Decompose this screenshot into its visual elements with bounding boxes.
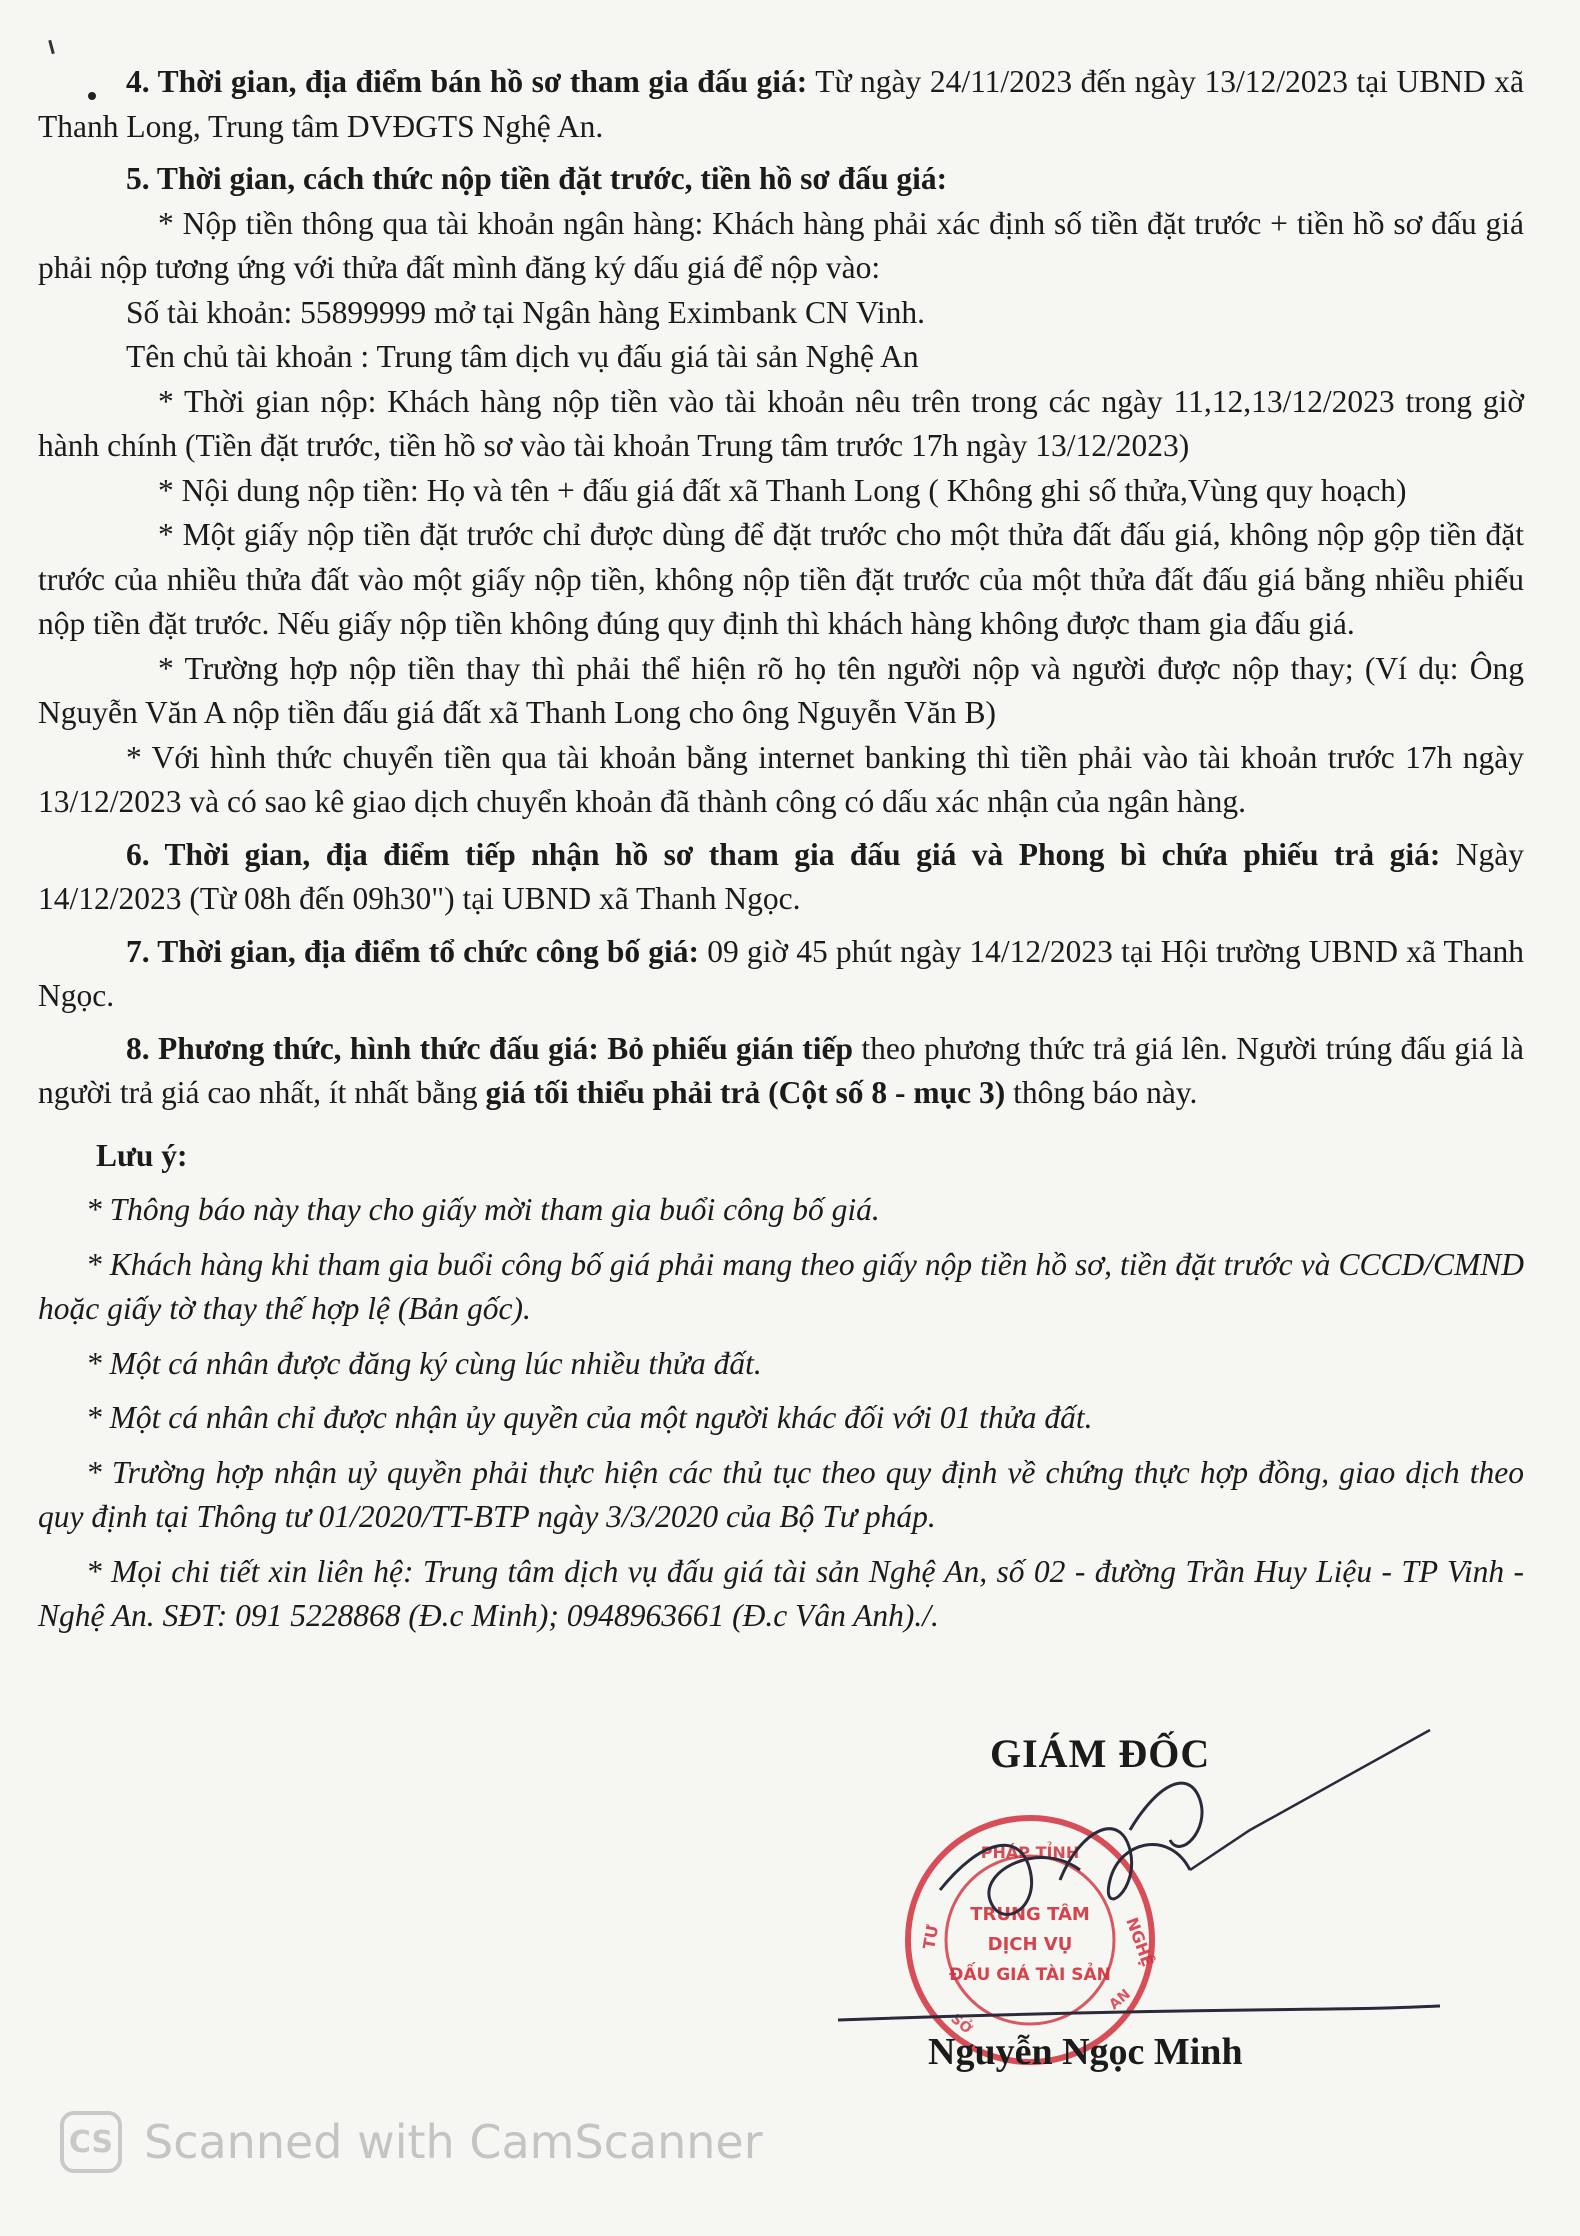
note-item: * Khách hàng khi tham gia buổi công bố giá phải mang theo giấy nộp tiền hồ sơ, tiền đặt trước và CCCD/CMND hoặc giấy tờ thay thế hợp lệ (Bản gốc). xyxy=(38,1246,1524,1326)
svg-text:PHÁP TỈNH: PHÁP TỈNH xyxy=(980,1843,1080,1862)
section-7-heading: 7. Thời gian, địa điểm tổ chức công bố giá: xyxy=(126,933,700,969)
camscanner-watermark xyxy=(60,2112,763,2172)
signature-title: GIÁM ĐỐC xyxy=(990,1731,1211,1776)
section-7-text: 09 giờ 45 phút ngày 14/12/2023 tại Hội trường UBND xã Thanh Ngọc. xyxy=(38,933,1524,1013)
section-6-text: Ngày 14/12/2023 (Từ 08h đến 09h30") tại UBND xã Thanh Ngọc. xyxy=(38,836,1525,916)
note-item: * Một cá nhân chỉ được nhận ủy quyền của một người khác đối với 01 thửa đất. xyxy=(86,1400,1093,1435)
camscanner-logo-icon: CS xyxy=(60,2111,122,2173)
section-8-heading: 8. Phương thức, hình thức đấu giá: xyxy=(126,1030,599,1066)
section-4-text: Từ ngày 24/11/2023 đến ngày 13/12/2023 tại UBND xã Thanh Long, Trung tâm DVĐGTS Nghệ An. xyxy=(38,64,1524,144)
section-5-heading-text: 5. Thời gian, cách thức nộp tiền đặt trước, tiền hồ sơ đấu giá: xyxy=(126,161,948,196)
note-item: * Một cá nhân được đăng ký cùng lúc nhiều thửa đất. xyxy=(86,1345,762,1381)
section-5-p1: * Nộp tiền thông qua tài khoản ngân hàng: Khách hàng phải xác định số tiền đặt trước + tiền hồ sơ đấu giá phải nộp tương ứng với thửa đất mình đăng ký dấu giá để nộp vào: xyxy=(38,205,1524,285)
section-7 xyxy=(38,930,1524,1019)
note-item: * Mọi chi tiết xin liên hệ: Trung tâm dịch vụ đấu giá tài sản Nghệ An, số 02 - đường Trần Huy Liệu - TP Vinh - Nghệ An. SĐT: 091 5228868 (Đ.c Minh); 0948963661 (Đ.c Vân Anh)./. xyxy=(38,1553,1524,1633)
section-8 xyxy=(38,1027,1524,1116)
notes-title: Lưu ý: xyxy=(96,1137,188,1173)
handwritten-signature-icon xyxy=(830,1720,1450,2050)
section-5-p5: * Trường hợp nộp tiền thay thì phải thể hiện rõ họ tên người nộp và người được nộp thay; (Ví dụ: Ông Nguyễn Văn A nộp tiền đấu giá đất xã Thanh Long cho ông Nguyễn Văn B) xyxy=(38,650,1524,730)
section-8-bold1: Bỏ phiếu gián tiếp xyxy=(598,1030,853,1066)
svg-text:AN: AN xyxy=(1106,1986,1134,2014)
svg-text:TRUNG TÂM: TRUNG TÂM xyxy=(970,1904,1090,1925)
section-4-heading: 4. Thời gian, địa điểm bán hồ sơ tham gia đấu giá: xyxy=(126,64,808,99)
svg-text:DỊCH VỤ: DỊCH VỤ xyxy=(987,1934,1073,1955)
svg-text:NGHỆ: NGHỆ xyxy=(1122,1914,1158,1970)
section-5-p6: * Với hình thức chuyển tiền qua tài khoản bằng internet banking thì tiền phải vào tài khoản trước 17h ngày 13/12/2023 và có sao kê giao dịch chuyển khoản đã thành công có dấu xác nhận của ngân hàng. xyxy=(38,739,1524,819)
scan-mark xyxy=(48,40,55,54)
account-number: Số tài khoản: 55899999 mở tại Ngân hàng Eximbank CN Vinh. xyxy=(126,294,925,330)
section-5-p4: * Một giấy nộp tiền đặt trước chỉ được dùng để đặt trước cho một thửa đất đấu giá, không nộp gộp tiền đặt trước của nhiều thửa đất vào một giấy nộp tiền, không nộp tiền đặt trước của một thửa đất đấu giá bằng nhiều phiếu nộp tiền đặt trước. Nếu giấy nộp tiền không đúng quy định thì khách hàng không được tham gia đấu giá. xyxy=(38,517,1524,641)
section-6 xyxy=(38,833,1524,922)
section-5-p3: * Nội dung nộp tiền: Họ và tên + đấu giá đất xã Thanh Long ( Không ghi số thửa,Vùng quy hoạch) xyxy=(158,472,1407,508)
note-item: * Trường hợp nhận uỷ quyền phải thực hiện các thủ tục theo quy định về chứng thực hợp đồng, giao dịch theo quy định tại Thông tư 01/2020/TT-BTP ngày 3/3/2020 của Bộ Tư pháp. xyxy=(38,1454,1524,1534)
svg-text:TƯ: TƯ xyxy=(919,1923,943,1951)
camscanner-text: Scanned with CamScanner xyxy=(144,2115,763,2169)
account-name: Tên chủ tài khoản : Trung tâm dịch vụ đấu giá tài sản Nghệ An xyxy=(126,339,919,374)
section-8-bold2: giá tối thiểu phải trả (Cột số 8 - mục 3) xyxy=(485,1075,1006,1110)
section-5-heading xyxy=(38,157,1524,202)
document-body xyxy=(38,60,1524,1639)
svg-text:ĐẤU GIÁ TÀI SẢN: ĐẤU GIÁ TÀI SẢN xyxy=(949,1965,1111,1985)
section-6-heading: 6. Thời gian, địa điểm tiếp nhận hồ sơ tham gia đấu giá và Phong bì chứa phiếu trả giá: xyxy=(126,836,1441,872)
svg-text:SỞ: SỞ xyxy=(947,2010,975,2038)
signer-name: Nguyễn Ngọc Minh xyxy=(928,2031,1243,2073)
section-4 xyxy=(38,60,1524,149)
section-8-text1: theo phương thức trả giá lên. Người trúng đấu giá là người trả giá cao nhất, ít nhất bằng xyxy=(38,1030,1525,1110)
section-8-text2: thông báo này. xyxy=(1005,1075,1198,1110)
section-5-p2: * Thời gian nộp: Khách hàng nộp tiền vào tài khoản nêu trên trong các ngày 11,12,13/12/2023 trong giờ hành chính (Tiền đặt trước, tiền hồ sơ vào tài khoản Trung tâm trước 17h ngày 13/12/2023) xyxy=(38,383,1524,463)
note-item: * Thông báo này thay cho giấy mời tham gia buổi công bố giá. xyxy=(86,1192,880,1227)
